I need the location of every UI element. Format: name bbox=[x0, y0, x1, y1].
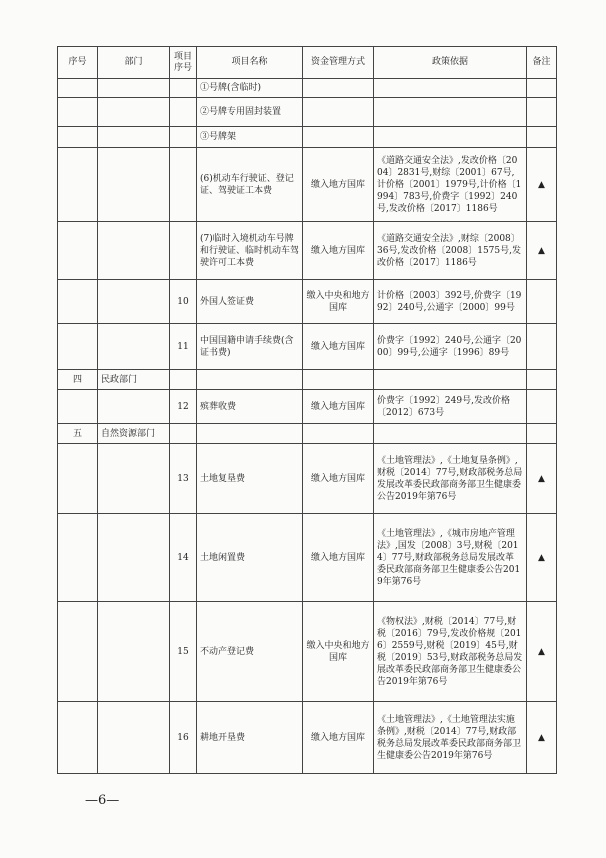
cell-dept: 民政部门 bbox=[98, 370, 170, 390]
cell-mode: 缴入中央和地方国库 bbox=[303, 280, 374, 324]
cell-seq bbox=[58, 79, 98, 98]
page-number: —6— bbox=[85, 793, 120, 808]
cell-note bbox=[527, 370, 557, 390]
cell-note: ▲ bbox=[527, 514, 557, 602]
cell-dept bbox=[98, 514, 170, 602]
header-item-no: 项目序号 bbox=[170, 47, 197, 79]
cell-mode: 缴入地方国库 bbox=[303, 514, 374, 602]
table-row bbox=[58, 98, 557, 127]
cell-no bbox=[170, 148, 197, 222]
cell-name: 耕地开垦费 bbox=[197, 702, 303, 774]
table-row bbox=[58, 127, 557, 148]
cell-no bbox=[170, 79, 197, 98]
cell-name bbox=[197, 424, 303, 444]
cell-name: ①号牌(含临时) bbox=[197, 79, 303, 98]
cell-dept bbox=[98, 444, 170, 514]
cell-seq bbox=[58, 222, 98, 280]
cell-policy: 《土地管理法》,《土地管理法实施条例》,财税〔2014〕77号,财政部税务总局发展改革委民政部商务部卫生健康委公告2019年第76号 bbox=[374, 702, 527, 774]
cell-no: 15 bbox=[170, 602, 197, 702]
header-seq: 序号 bbox=[58, 47, 98, 79]
header-fund-mode: 资金管理方式 bbox=[303, 47, 374, 79]
cell-seq bbox=[58, 280, 98, 324]
cell-dept bbox=[98, 98, 170, 127]
cell-no: 16 bbox=[170, 702, 197, 774]
cell-name: 不动产登记费 bbox=[197, 602, 303, 702]
cell-name: 殡葬收费 bbox=[197, 390, 303, 424]
cell-name bbox=[197, 370, 303, 390]
cell-name: 土地闲置费 bbox=[197, 514, 303, 602]
table-row bbox=[58, 324, 557, 370]
cell-name: 中国国籍申请手续费(含证书费) bbox=[197, 324, 303, 370]
cell-no: 12 bbox=[170, 390, 197, 424]
cell-note bbox=[527, 280, 557, 324]
cell-seq bbox=[58, 602, 98, 702]
cell-name: ②号牌专用固封装置 bbox=[197, 98, 303, 127]
cell-no bbox=[170, 424, 197, 444]
cell-no bbox=[170, 98, 197, 127]
header-item-name: 项目名称 bbox=[197, 47, 303, 79]
cell-mode bbox=[303, 127, 374, 148]
cell-policy: 计价格〔2003〕392号,价费字〔1992〕240号,公通字〔2000〕99号 bbox=[374, 280, 527, 324]
cell-mode: 缴入地方国库 bbox=[303, 444, 374, 514]
cell-note bbox=[527, 424, 557, 444]
cell-note: ▲ bbox=[527, 444, 557, 514]
cell-no: 13 bbox=[170, 444, 197, 514]
cell-mode: 缴入地方国库 bbox=[303, 390, 374, 424]
cell-seq bbox=[58, 324, 98, 370]
cell-dept bbox=[98, 148, 170, 222]
cell-name: ③号牌架 bbox=[197, 127, 303, 148]
cell-policy: 《物权法》,财税〔2014〕77号,财税〔2016〕79号,发改价格规〔2016〕2559号,财税〔2019〕45号,财税〔2019〕53号,财政部税务总局发展改革委民政部商务部卫生健康委公告2019年第76号 bbox=[374, 602, 527, 702]
cell-name: 外国人签证费 bbox=[197, 280, 303, 324]
cell-policy bbox=[374, 424, 527, 444]
cell-note bbox=[527, 127, 557, 148]
table-row bbox=[58, 424, 557, 444]
cell-dept bbox=[98, 702, 170, 774]
table-row bbox=[58, 222, 557, 280]
cell-mode bbox=[303, 79, 374, 98]
cell-policy bbox=[374, 79, 527, 98]
cell-mode: 缴入地方国库 bbox=[303, 148, 374, 222]
cell-policy: 《道路交通安全法》,发改价格〔2004〕2831号,财综〔2001〕67号,计价格〔2001〕1979号,计价格〔1994〕783号,价费字〔1992〕240号,发改价格〔2017〕1186号 bbox=[374, 148, 527, 222]
cell-note: ▲ bbox=[527, 702, 557, 774]
cell-note: ▲ bbox=[527, 148, 557, 222]
table-header-row bbox=[58, 47, 557, 79]
cell-policy: 价费字〔1992〕249号,发改价格〔2012〕673号 bbox=[374, 390, 527, 424]
table-row bbox=[58, 370, 557, 390]
cell-no: 11 bbox=[170, 324, 197, 370]
cell-dept bbox=[98, 280, 170, 324]
cell-name: (7)临时入境机动车号牌和行驶证、临时机动车驾驶许可工本费 bbox=[197, 222, 303, 280]
cell-seq bbox=[58, 127, 98, 148]
table-row bbox=[58, 702, 557, 774]
cell-seq bbox=[58, 514, 98, 602]
table-row bbox=[58, 390, 557, 424]
cell-mode bbox=[303, 370, 374, 390]
cell-dept: 自然资源部门 bbox=[98, 424, 170, 444]
cell-policy bbox=[374, 127, 527, 148]
cell-mode: 缴入地方国库 bbox=[303, 324, 374, 370]
cell-no: 10 bbox=[170, 280, 197, 324]
table-row bbox=[58, 444, 557, 514]
table-row bbox=[58, 280, 557, 324]
cell-dept bbox=[98, 222, 170, 280]
cell-note bbox=[527, 79, 557, 98]
table-row bbox=[58, 79, 557, 98]
cell-dept bbox=[98, 127, 170, 148]
cell-dept bbox=[98, 390, 170, 424]
cell-mode: 缴入地方国库 bbox=[303, 702, 374, 774]
table-row bbox=[58, 148, 557, 222]
header-note: 备注 bbox=[527, 47, 557, 79]
cell-seq: 四 bbox=[58, 370, 98, 390]
fee-table bbox=[57, 46, 557, 774]
cell-policy: 《土地管理法》,《土地复垦条例》,财税〔2014〕77号,财政部税务总局发展改革委民政部商务部卫生健康委公告2019年第76号 bbox=[374, 444, 527, 514]
cell-mode bbox=[303, 98, 374, 127]
table-row bbox=[58, 602, 557, 702]
cell-policy: 《道路交通安全法》,财综〔2008〕36号,发改价格〔2008〕1575号,发改价格〔2017〕1186号 bbox=[374, 222, 527, 280]
cell-no: 14 bbox=[170, 514, 197, 602]
header-dept: 部门 bbox=[98, 47, 170, 79]
cell-note: ▲ bbox=[527, 602, 557, 702]
cell-seq bbox=[58, 98, 98, 127]
cell-policy bbox=[374, 370, 527, 390]
cell-no bbox=[170, 370, 197, 390]
header-policy: 政策依据 bbox=[374, 47, 527, 79]
cell-policy: 价费字〔1992〕240号,公通字〔2000〕99号,公通字〔1996〕89号 bbox=[374, 324, 527, 370]
cell-no bbox=[170, 222, 197, 280]
cell-note: ▲ bbox=[527, 222, 557, 280]
cell-mode bbox=[303, 424, 374, 444]
cell-note bbox=[527, 324, 557, 370]
cell-seq bbox=[58, 702, 98, 774]
cell-seq bbox=[58, 148, 98, 222]
cell-policy bbox=[374, 98, 527, 127]
cell-seq: 五 bbox=[58, 424, 98, 444]
cell-note bbox=[527, 98, 557, 127]
cell-dept bbox=[98, 79, 170, 98]
cell-dept bbox=[98, 324, 170, 370]
cell-seq bbox=[58, 390, 98, 424]
table-row bbox=[58, 514, 557, 602]
cell-no bbox=[170, 127, 197, 148]
cell-mode: 缴入中央和地方国库 bbox=[303, 602, 374, 702]
cell-name: (6)机动车行驶证、登记证、驾驶证工本费 bbox=[197, 148, 303, 222]
cell-seq bbox=[58, 444, 98, 514]
cell-mode: 缴入地方国库 bbox=[303, 222, 374, 280]
cell-dept bbox=[98, 602, 170, 702]
cell-policy: 《土地管理法》,《城市房地产管理法》,国发〔2008〕3号,财税〔2014〕77号,财政部税务总局发展改革委民政部商务部卫生健康委公告2019年第76号 bbox=[374, 514, 527, 602]
cell-name: 土地复垦费 bbox=[197, 444, 303, 514]
cell-note bbox=[527, 390, 557, 424]
